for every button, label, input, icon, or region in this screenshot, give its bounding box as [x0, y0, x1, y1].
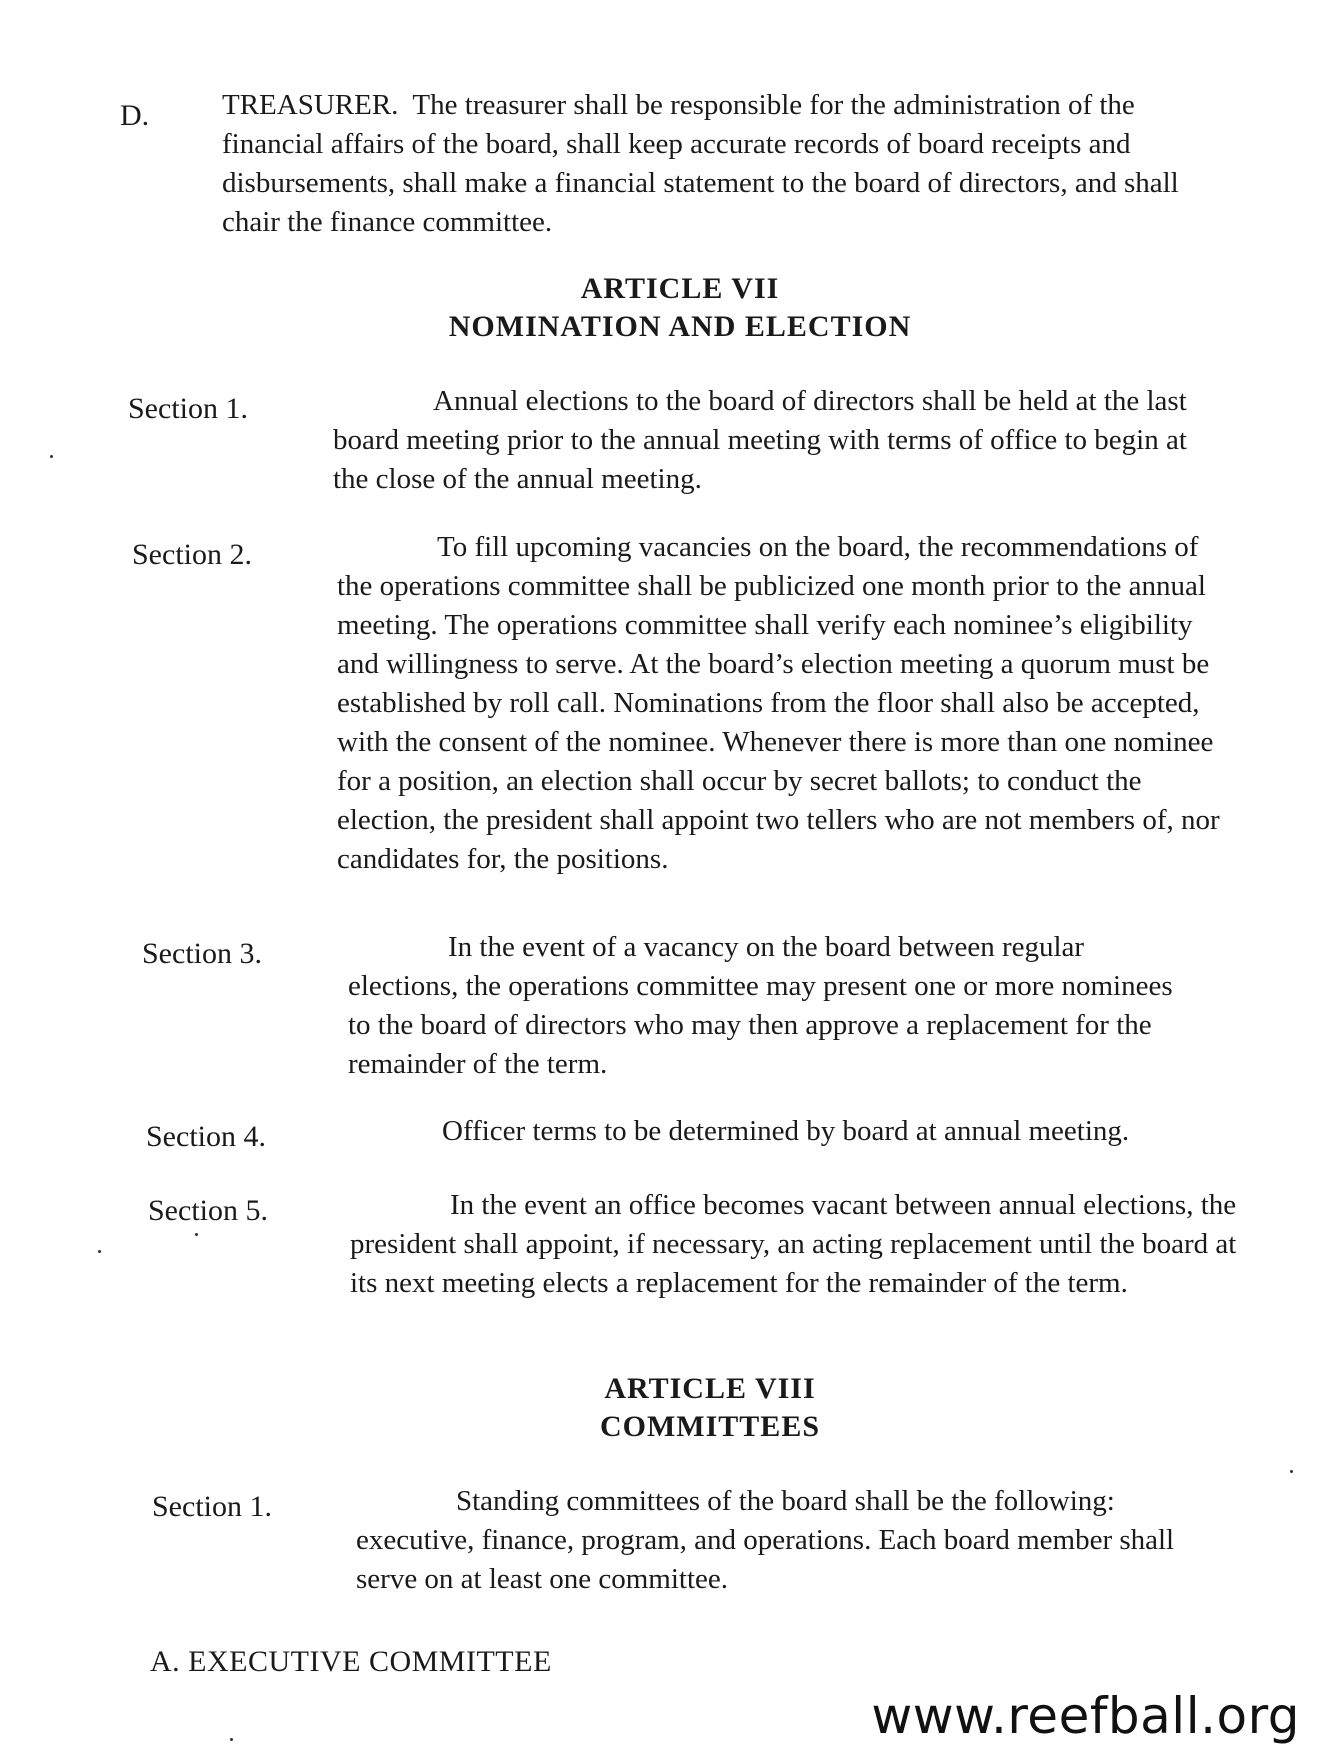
- article-7-section-2-label: Section 2.: [132, 538, 252, 571]
- article-8-subheading: COMMITTEES: [599, 1410, 821, 1443]
- article-7-section-5-label: Section 5.: [148, 1194, 268, 1227]
- article-7-subheading: NOMINATION AND ELECTION: [448, 310, 912, 343]
- scan-speck: [230, 1738, 233, 1741]
- treasurer-title: TREASURER.: [222, 89, 399, 121]
- reefball-watermark: www.reefball.org: [871, 1687, 1300, 1745]
- treasurer-label: D.: [120, 99, 150, 132]
- scan-speck: [50, 455, 53, 458]
- article-7-section-1-label: Section 1.: [128, 392, 248, 425]
- scan-speck: [98, 1250, 101, 1253]
- article-7-section-3-label: Section 3.: [142, 937, 262, 970]
- scan-speck: [1290, 1470, 1293, 1473]
- article-7-heading: ARTICLE VII: [580, 272, 780, 305]
- treasurer-text: The treasurer shall be responsible for the administration of the financial affairs of the board, shall keep accurate records of board receipts and disbursements, shall make a financial statement to the board of directors, and shall chair the finance committee.: [222, 89, 1179, 238]
- article-7-section-1-text: Annual elections to the board of directors shall be held at the last board meeting prior to the annual meeting with terms of office to begin at the close of the annual meeting.: [333, 385, 1187, 495]
- article-7-section-4-text: Officer terms to be determined by board at annual meeting.: [442, 1115, 1130, 1147]
- article-7-section-2-text: To fill upcoming vacancies on the board, the recommendations of the operations committee shall be publicized one month prior to the annual meeting. The operations committee shall verify each nominee’s eligibility and willingness to serve. At the board’s election meeting a quorum must be established by roll call. Nominations from the floor shall also be accepted, with the consent of the nominee. Whenever there is more than one nominee for a position, an election shall occur by secret ballots; to conduct the election, the president shall appoint two tellers who are not members of, nor candidates for, the positions.: [337, 531, 1220, 875]
- article-7-section-4-label: Section 4.: [146, 1120, 266, 1153]
- article-8-heading: ARTICLE VIII: [604, 1372, 816, 1405]
- article-7-section-3-text: In the event of a vacancy on the board between regular elections, the operations committee may present one or more nominees to the board of directors who may then approve a replacement for the remainder of the term.: [348, 931, 1173, 1080]
- article-7-section-5-text: In the event an office becomes vacant between annual elections, the president shall appoint, if necessary, an acting replacement until the board at its next meeting elects a replacement for the remainder of the term.: [350, 1189, 1237, 1299]
- article-8-section-1-label: Section 1.: [152, 1490, 272, 1523]
- scan-speck: [195, 1233, 198, 1236]
- executive-committee-heading: A. EXECUTIVE COMMITTEE: [150, 1645, 552, 1678]
- treasurer-paragraph: [222, 86, 1207, 242]
- article-8-section-1-text: Standing committees of the board shall be the following: executive, finance, program, and operations. Each board member shall serve on at least one committee.: [356, 1485, 1175, 1595]
